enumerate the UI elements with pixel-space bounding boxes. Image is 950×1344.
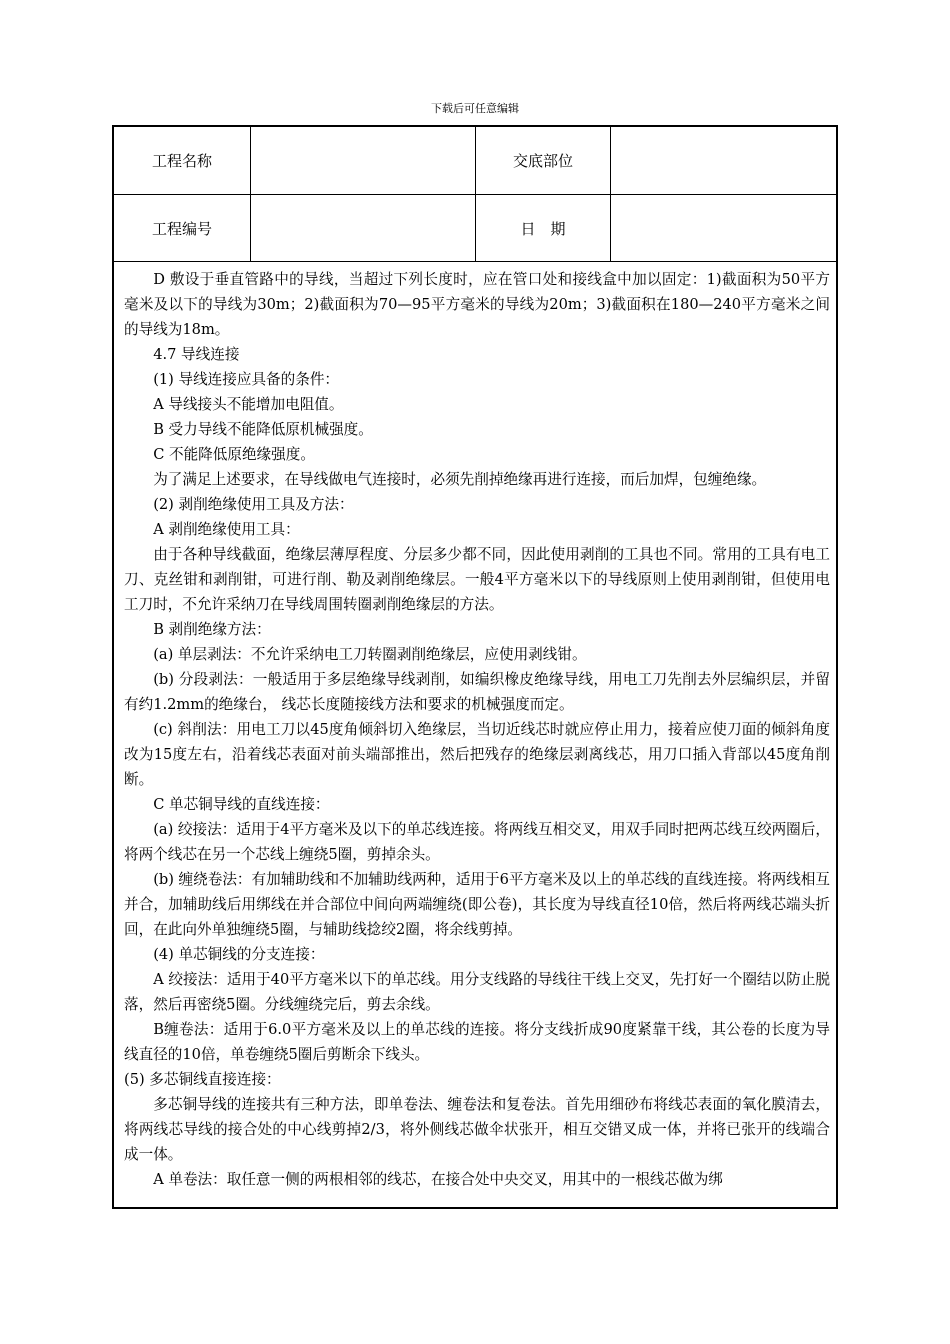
project-number-value [251,195,476,261]
body-text [124,267,830,1192]
paragraph: A 单卷法：取任意一侧的两根相邻的线芯，在接合处中央交叉，用其中的一根线芯做为绑 [153,1171,723,1188]
paragraph: 由于各种导线截面，绝缘层薄厚程度、分层多少都不同，因此使用剥削的工具也不同。常用的工具有电工刀、克丝钳和剥削钳，可进行削、勒及剥削绝缘层。一般4平方毫米以下的导线原则上使用剥削钳，但使用电工刀时，不允许采纳刀在导线周围转圈剥削绝缘层的方法。 [124,546,830,613]
paragraph: (a) 单层剥法：不允许采纳电工刀转圈剥削绝缘层，应使用剥线钳。 [153,646,587,663]
disclosure-location-label: 交底部位 [476,127,611,194]
paragraph: A 导线接头不能增加电阻值。 [153,396,344,413]
paragraph: 多芯铜导线的连接共有三种方法，即单卷法、缠卷法和复卷法。首先用细砂布将线芯表面的氧化膜清去，将两线芯导线的接合处的中心线剪掉2/3，将外侧线芯做伞状张开，相互交错叉成一体，并将已张开的线端合成一体。 [124,1096,830,1163]
paragraph: (4) 单芯铜线的分支连接： [153,946,325,963]
paragraph: (b) 缠绕卷法：有加辅助线和不加辅助线两种，适用于6平方毫米及以上的单芯线的直线连接。将两线相互并合，加辅助线后用绑线在并合部位中间向两端缠绕(即公卷)，其长度为导线直径10倍，然后将两线芯端头折回，在此向外单独缠绕5圈，与辅助线捻绞2圈，将余线剪掉。 [124,871,830,938]
paragraph: B 剥削绝缘方法： [153,621,271,638]
paragraph: (c) 斜削法：用电工刀以45度角倾斜切入绝缘层，当切近线芯时就应停止用力，接着应使刀面的倾斜角度改为15度左右，沿着线芯表面对前头端部推出，然后把残存的绝缘层剥离线芯，用刀口插入背部以45度角削断。 [124,721,830,788]
header-note: 下载后可任意编辑 [431,102,519,115]
paragraph: (5) 多芯铜线直接连接： [124,1071,281,1088]
header-row-2 [114,195,836,262]
paragraph: C 单芯铜导线的直线连接： [153,796,330,813]
section-heading: 4.7 导线连接 [153,346,240,363]
paragraph: (a) 绞接法：适用于4平方毫米及以下的单芯线连接。将两线互相交叉，用双手同时把两芯线互绞两圈后，将两个线芯在另一个芯线上缠绕5圈，剪掉余头。 [124,821,830,863]
project-name-label: 工程名称 [114,127,251,194]
paragraph: 为了满足上述要求，在导线做电气连接时，必须先削掉绝缘再进行连接，而后加焊，包缠绝缘。 [153,471,767,488]
paragraph: A 剥削绝缘使用工具： [153,521,300,538]
header-row-1 [114,127,836,195]
paragraph: C 不能降低原绝缘强度。 [153,446,315,463]
paragraph: (b) 分段剥法：一般适用于多层绝缘导线剥削，如编织橡皮绝缘导线，用电工刀先削去外层编织层，并留有约1.2mm的绝缘台， 线芯长度随接线方法和要求的机械强度而定。 [124,671,830,713]
date-label: 日 期 [476,195,611,261]
paragraph: A 绞接法：适用于40平方毫米以下的单芯线。用分支线路的导线往干线上交叉，先打好一个圈结以防止脱落，然后再密绕5圈。分线缠绕完后，剪去余线。 [124,971,830,1013]
project-name-value [251,127,476,194]
disclosure-sheet [112,125,838,1209]
paragraph: (1) 导线连接应具备的条件： [153,371,340,388]
date-value [611,195,836,261]
paragraph: (2) 剥削绝缘使用工具及方法： [153,496,354,513]
project-number-label: 工程编号 [114,195,251,261]
paragraph: B 受力导线不能降低原机械强度。 [153,421,373,438]
disclosure-location-value [611,127,836,194]
paragraph: D 敷设于垂直管路中的导线，当超过下列长度时，应在管口处和接线盒中加以固定：1)截面积为50平方毫米及以下的导线为30m；2)截面积为70—95平方毫米的导线为20m；3)截面积在180—240平方毫米之间的导线为18m。 [124,271,830,338]
paragraph: B缠卷法：适用于6.0平方毫米及以上的单芯线的连接。将分支线折成90度紧靠干线，其公卷的长度为导线直径的10倍，单卷缠绕5圈后剪断余下线头。 [124,1021,830,1063]
